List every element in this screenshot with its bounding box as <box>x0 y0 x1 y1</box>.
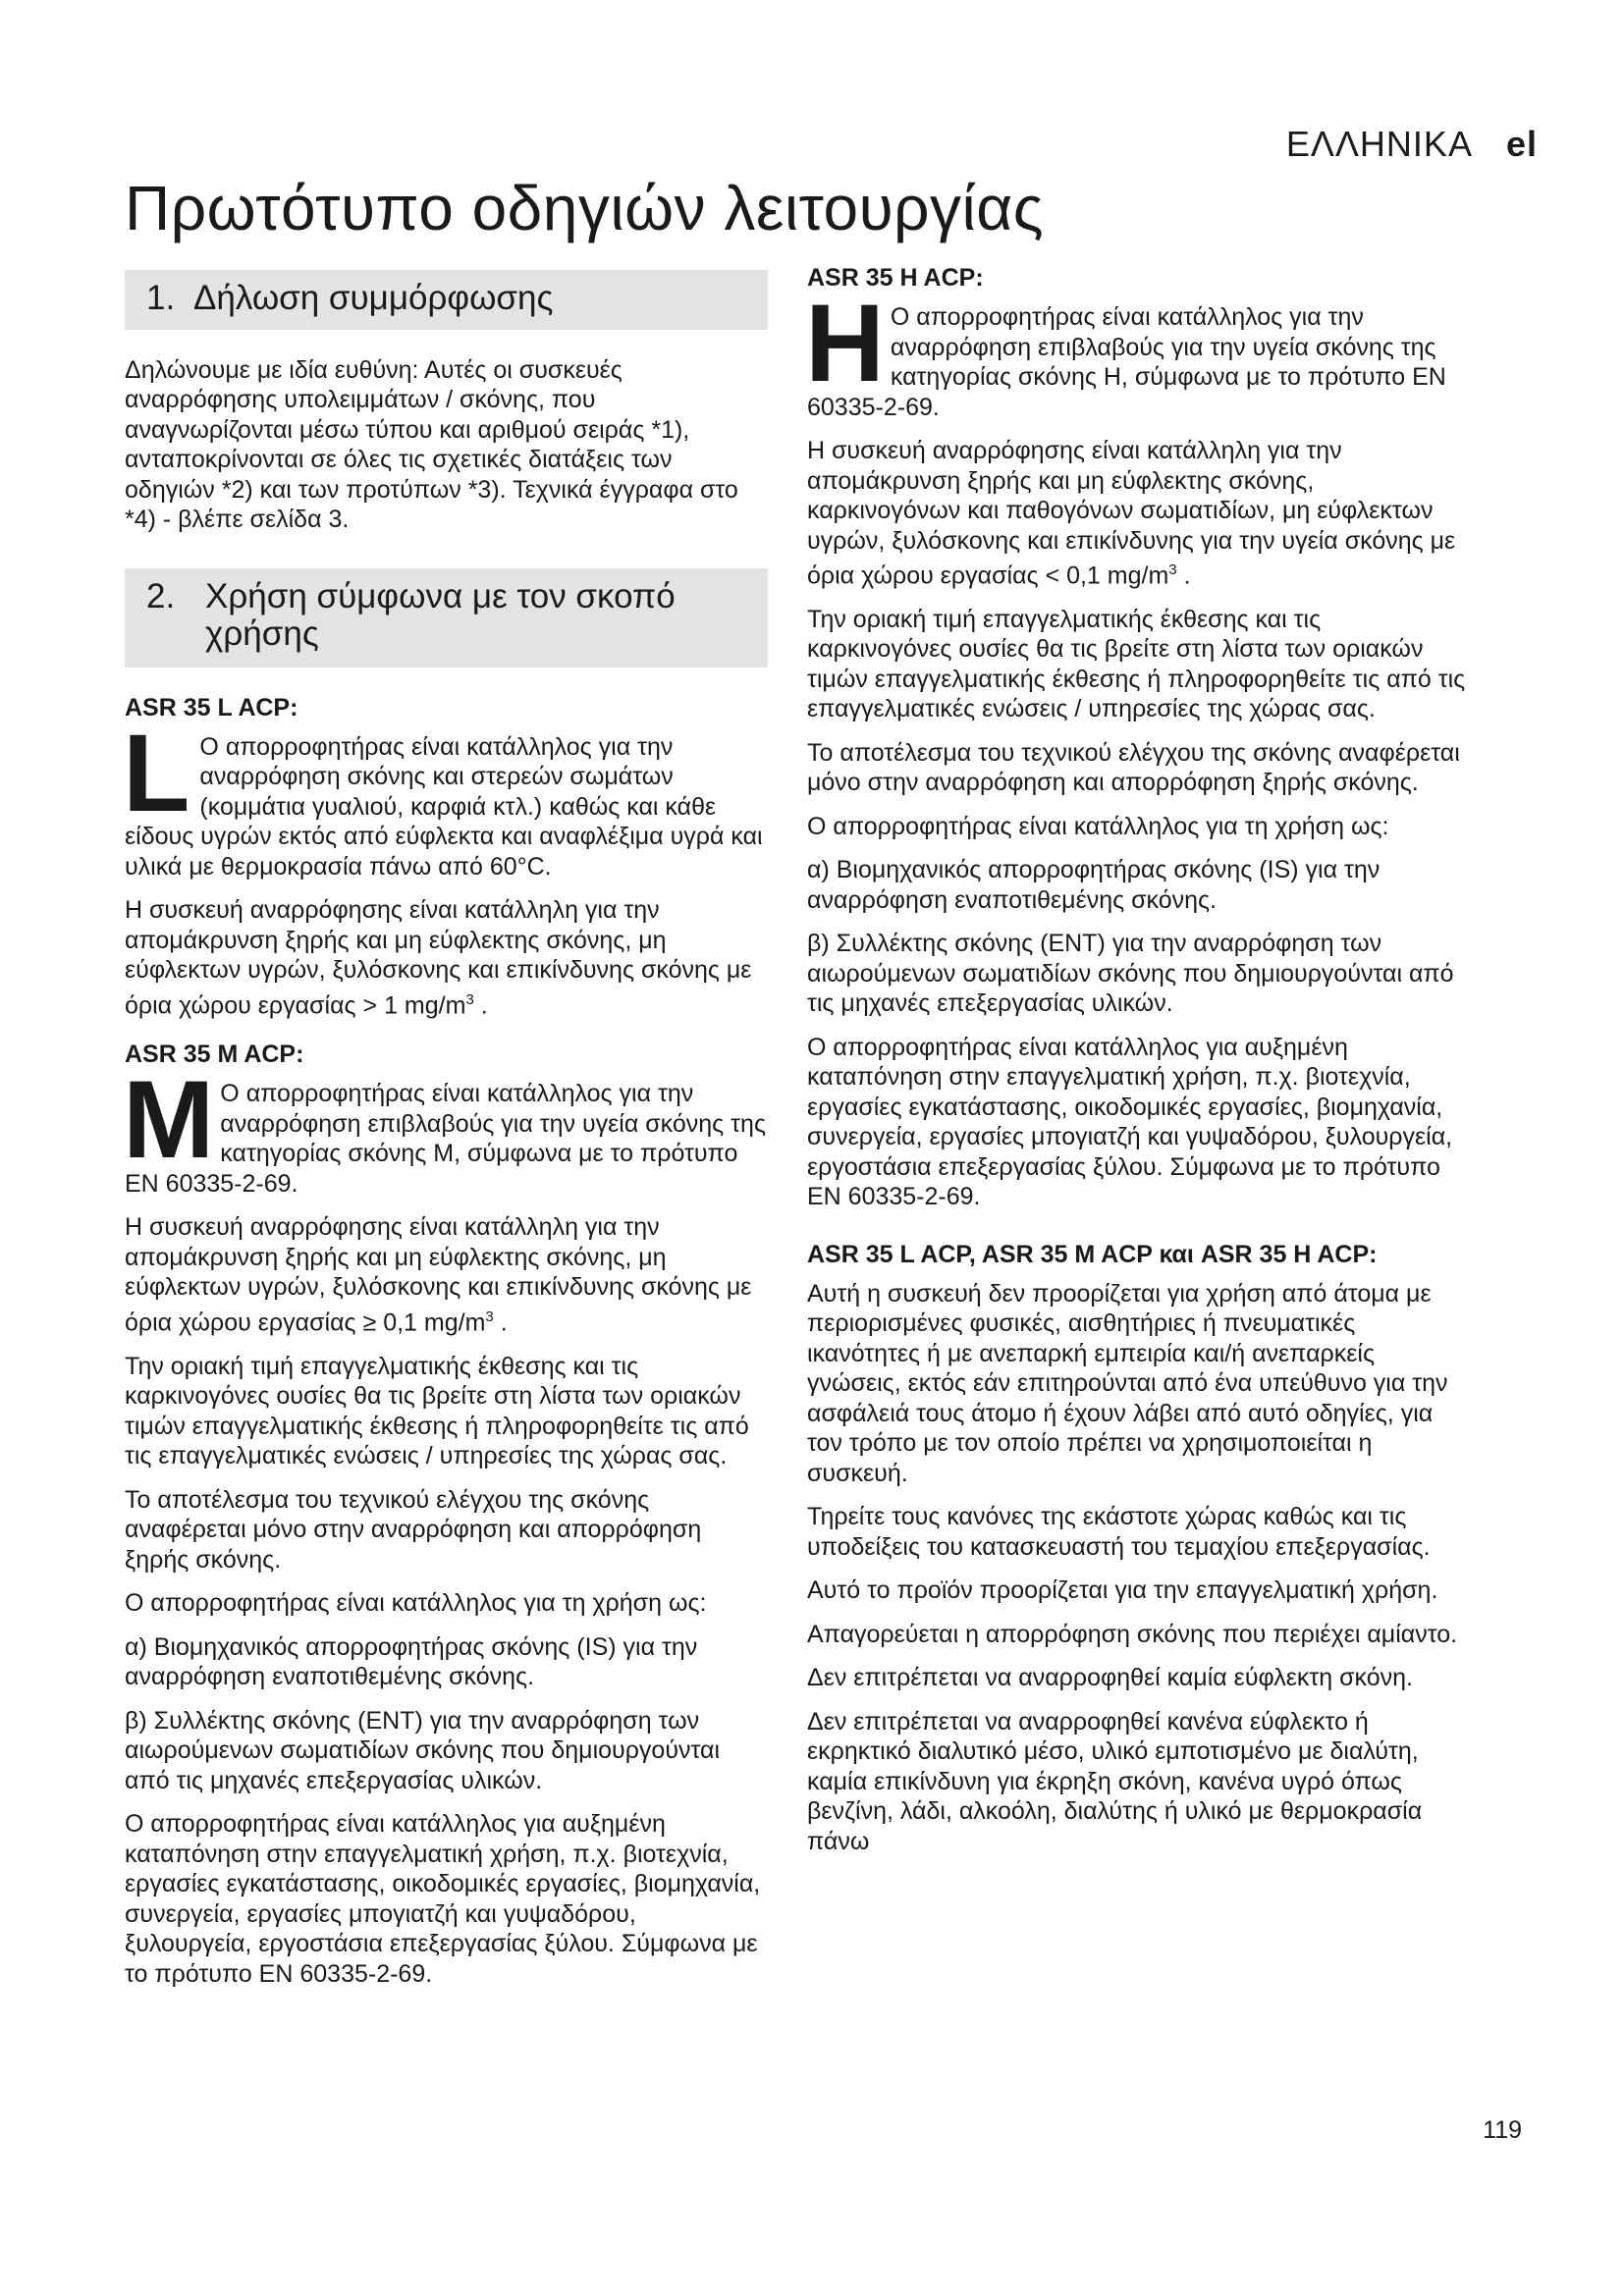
asr-l-paragraph-1-text: Ο απορροφητήρας είναι κατάλληλος για την αναρρόφηση σκόνης και στερεών σωμάτων (κομμάτια γυαλιού, καρφιά κτλ.) καθώς και κάθε είδους υγρών εκτός από εύφλεκτα και αναφλέξιμα υγρά και υλικά με θερμοκρασία πάνω από 60°C. <box>125 732 763 881</box>
asr-all-paragraph-6: Δεν επιτρέπεται να αναρροφηθεί κανένα εύφλεκτο ή εκρηκτικό διαλυτικό μέσο, υλικό εμποτισμένο με διαλύτη, καμία επικίνδυνη για έκρηξη σκόνη, κανένα υγρό όπως βενζίνη, λάδι, αλκοόλη, διαλύτης ή υλικό με θερμοκρασία πάνω <box>807 1707 1423 1855</box>
asr-l-heading: ASR 35 L ACP: <box>125 693 298 721</box>
asr-h-paragraph-8: Ο απορροφητήρας είναι κατάλληλος για αυξημένη καταπόνηση στην επαγγελματική χρήση, π.χ. βιοτεχνία, εργασίες εγκατάστασης, οικοδομικές εργασίες, βιομηχανία, συνεργεία, εργασίες μπογιατζή και γυψαδόρου, ξυλουργεία, εργοστάσια επεξεργασίας ξύλου. Σύμφωνα με το πρότυπο EN 60335-2-69. <box>807 1033 1453 1211</box>
asr-h-paragraph-1-text: Ο απορροφητήρας είναι κατάλληλος για την αναρρόφηση επιβλαβούς για την υγεία σκόνης της κατηγορίας σκόνης Η, σύμφωνα με το πρότυπο EN 60335-2-69. <box>807 303 1446 421</box>
section-1-heading <box>125 270 768 330</box>
section-1-number: 1. <box>146 279 176 317</box>
right-column <box>807 263 1467 1870</box>
asr-all-paragraph-5: Δεν επιτρέπεται να αναρροφηθεί καμία εύφλεκτη σκόνη. <box>807 1664 1413 1692</box>
asr-h-paragraph-3: Την οριακή τιμή επαγγελματικής έκθεσης και τις καρκινογόνες ουσίες θα τις βρείτε στη λίστα των οριακών τιμών επαγγελματικής έκθεσης ή πληροφορηθείτε τις από τις επαγγελματικές ενώσεις / υπηρεσίες της χώρας σας. <box>807 605 1466 723</box>
asr-h-paragraph-2-text: Η συσκευή αναρρόφησης είναι κατάλληλη για την απομάκρυνση ξηρής και μη εύφλεκτης σκόνης, καρκινογόνων και παθογόνων σωματιδίων, μη εύφλεκτων υγρών, ξυλόσκονης και επικίνδυνης για την υγεία σκόνης με όρια χώρου εργασίας < 0,1 mg/m <box>807 437 1456 590</box>
asr-l-paragraph-1 <box>123 711 768 882</box>
language-name: ΕΛΛΗΝΙΚΑ <box>1285 124 1473 164</box>
declaration-text: Δηλώνουμε με ιδία ευθύνη: Αυτές οι συσκευές αναρρόφησης υπολειμμάτων / σκόνης, που αναγνωρίζονται μέσω τύπου και αριθμού σειράς *1), ανταποκρίνονται σε όλες τις σχετικές διατάξεις των οδηγιών *2) και των προτύπων *3). Τεχνικά έγγραφα στο *4) - βλέπε σελίδα 3. <box>125 355 738 533</box>
asr-h-paragraph-2 <box>807 436 1467 591</box>
asr-m-paragraph-2-text: Η συσκευή αναρρόφησης είναι κατάλληλη για την απομάκρυνση ξηρής και μη εύφλεκτης σκόνης, μη εύφλεκτων υγρών, ξυλόσκονης και επικίνδυνης σκόνης με όρια χώρου εργασίας ≥ 0,1 mg/m <box>125 1213 752 1337</box>
drop-cap-l: L <box>123 711 190 834</box>
asr-h-paragraph-2-end: . <box>1176 561 1191 590</box>
asr-m-paragraph-2-end: . <box>493 1308 508 1337</box>
superscript: 3 <box>1168 561 1177 578</box>
superscript: 3 <box>465 990 474 1008</box>
asr-h-paragraph-4: Το αποτέλεσμα του τεχνικού ελέγχου της σκόνης αναφέρεται μόνο στην αναρρόφηση και απορρόφηση ξηρής σκόνης. <box>807 738 1460 797</box>
asr-all-paragraph-2: Τηρείτε τους κανόνες της εκάστοτε χώρας καθώς και τις υποδείξεις του κατασκευαστή του τεμαχίου επεξεργασίας. <box>807 1503 1431 1561</box>
drop-cap-m: M <box>123 1058 215 1182</box>
language-label <box>1286 124 1538 165</box>
asr-h-paragraph-7: β) Συλλέκτης σκόνης (ENT) για την αναρρόφηση των αιωρούμενων σωματιδίων σκόνης που δημιουργούνται από τις μηχανές επεξεργασίας υλικών. <box>807 930 1454 1018</box>
asr-all-heading: ASR 35 L ACP, ASR 35 M ACP και ASR 35 H ACP: <box>807 1240 1378 1268</box>
asr-all-paragraph-4: Απαγορεύεται η απορρόφηση σκόνης που περιέχει αμίαντο. <box>807 1620 1458 1648</box>
asr-h-heading: ASR 35 H ACP: <box>807 264 984 292</box>
asr-m-heading: ASR 35 M ACP: <box>125 1041 304 1069</box>
asr-l-paragraph-2-text: Η συσκευή αναρρόφησης είναι κατάλληλη για την απομάκρυνση ξηρής και μη εύφλεκτης σκόνης, μη εύφλεκτων υγρών, ξυλόσκονης και επικίνδυνης σκόνης με όρια χώρου εργασίας > 1 mg/m <box>125 896 752 1019</box>
drop-cap-h: H <box>805 282 885 404</box>
section-2-number: 2. <box>146 576 176 615</box>
asr-m-paragraph-7: β) Συλλέκτης σκόνης (ENT) για την αναρρόφηση των αιωρούμενων σωματιδίων σκόνης που δημιουργούνται από τις μηχανές επεξεργασίας υλικών. <box>125 1706 721 1794</box>
language-code: el <box>1505 124 1538 164</box>
left-column <box>125 270 768 2002</box>
asr-h-paragraph-6: α) Βιομηχανικός απορροφητήρας σκόνης (IS) για την αναρρόφηση εναποτιθεμένης σκόνης. <box>807 856 1380 914</box>
asr-all-paragraph-3: Αυτό το προϊόν προορίζεται για την επαγγελματική χρήση. <box>807 1576 1438 1605</box>
asr-m-paragraph-1 <box>123 1058 768 1199</box>
asr-h-paragraph-1 <box>805 282 1467 422</box>
asr-m-paragraph-8: Ο απορροφητήρας είναι κατάλληλος για αυξημένη καταπόνηση στην επαγγελματική χρήση, π.χ. βιοτεχνία, εργασίες εγκατάστασης, οικοδομικές εργασίες, βιομηχανία, συνεργεία, εργασίες μπογιατζή και γυψαδόρου, ξυλουργεία, εργοστάσια επεξεργασίας ξύλου. Σύμφωνα με το πρότυπο EN 60335-2-69. <box>125 1810 761 1988</box>
asr-m-paragraph-1-text: Ο απορροφητήρας είναι κατάλληλος για την αναρρόφηση επιβλαβούς για την υγεία σκόνης της κατηγορίας σκόνης Μ, σύμφωνα με το πρότυπο EN 60335-2-69. <box>125 1080 766 1198</box>
asr-all-paragraph-1: Αυτή η συσκευή δεν προορίζεται για χρήση από άτομα με περιορισμένες φυσικές, αισθητήριες ή πνευματικές ικανότητες ή με ανεπαρκή εμπειρία και/ή ανεπαρκείς γνώσεις, εκτός εάν επιτηρούνται από ένα υπεύθυνο για την ασφάλειά τους άτομο ή έχουν λάβει από αυτό οδηγίες, για τον τρόπο με τον οποίο πρέπει να χρησιμοποιείται η συσκευή. <box>807 1279 1448 1487</box>
superscript: 3 <box>485 1308 494 1325</box>
page-title: Πρωτότυπο οδηγιών λειτουργίας <box>125 173 1045 243</box>
asr-m-paragraph-3: Την οριακή τιμή επαγγελματικής έκθεσης και τις καρκινογόνες ουσίες θα τις βρείτε στη λίστα των οριακών τιμών επαγγελματικής έκθεσης ή πληροφορηθείτε τις από τις επαγγελματικές ενώσεις / υπηρεσίες της χώρας σας. <box>125 1352 749 1470</box>
section-2-heading <box>125 568 768 667</box>
asr-m-paragraph-2 <box>125 1212 768 1337</box>
page-number: 119 <box>1483 2116 1522 2144</box>
asr-m-paragraph-5: Ο απορροφητήρας είναι κατάλληλος για τη χρήση ως: <box>125 1589 707 1618</box>
asr-m-paragraph-6: α) Βιομηχανικός απορροφητήρας σκόνης (IS) για την αναρρόφηση εναποτιθεμένης σκόνης. <box>125 1632 698 1691</box>
asr-l-paragraph-2-end: . <box>473 990 488 1019</box>
section-1-title: Δήλωση συμμόρφωσης <box>193 279 554 317</box>
asr-m-paragraph-4: Το αποτέλεσμα του τεχνικού ελέγχου της σκόνης αναφέρεται μόνο στην αναρρόφηση και απορρόφηση ξηρής σκόνης. <box>125 1485 702 1574</box>
section-2-title: Χρήση σύμφωνα με τον σκοπό χρήσης <box>205 576 676 653</box>
asr-h-paragraph-5: Ο απορροφητήρας είναι κατάλληλος για τη χρήση ως: <box>807 812 1389 840</box>
asr-l-paragraph-2 <box>125 895 768 1020</box>
